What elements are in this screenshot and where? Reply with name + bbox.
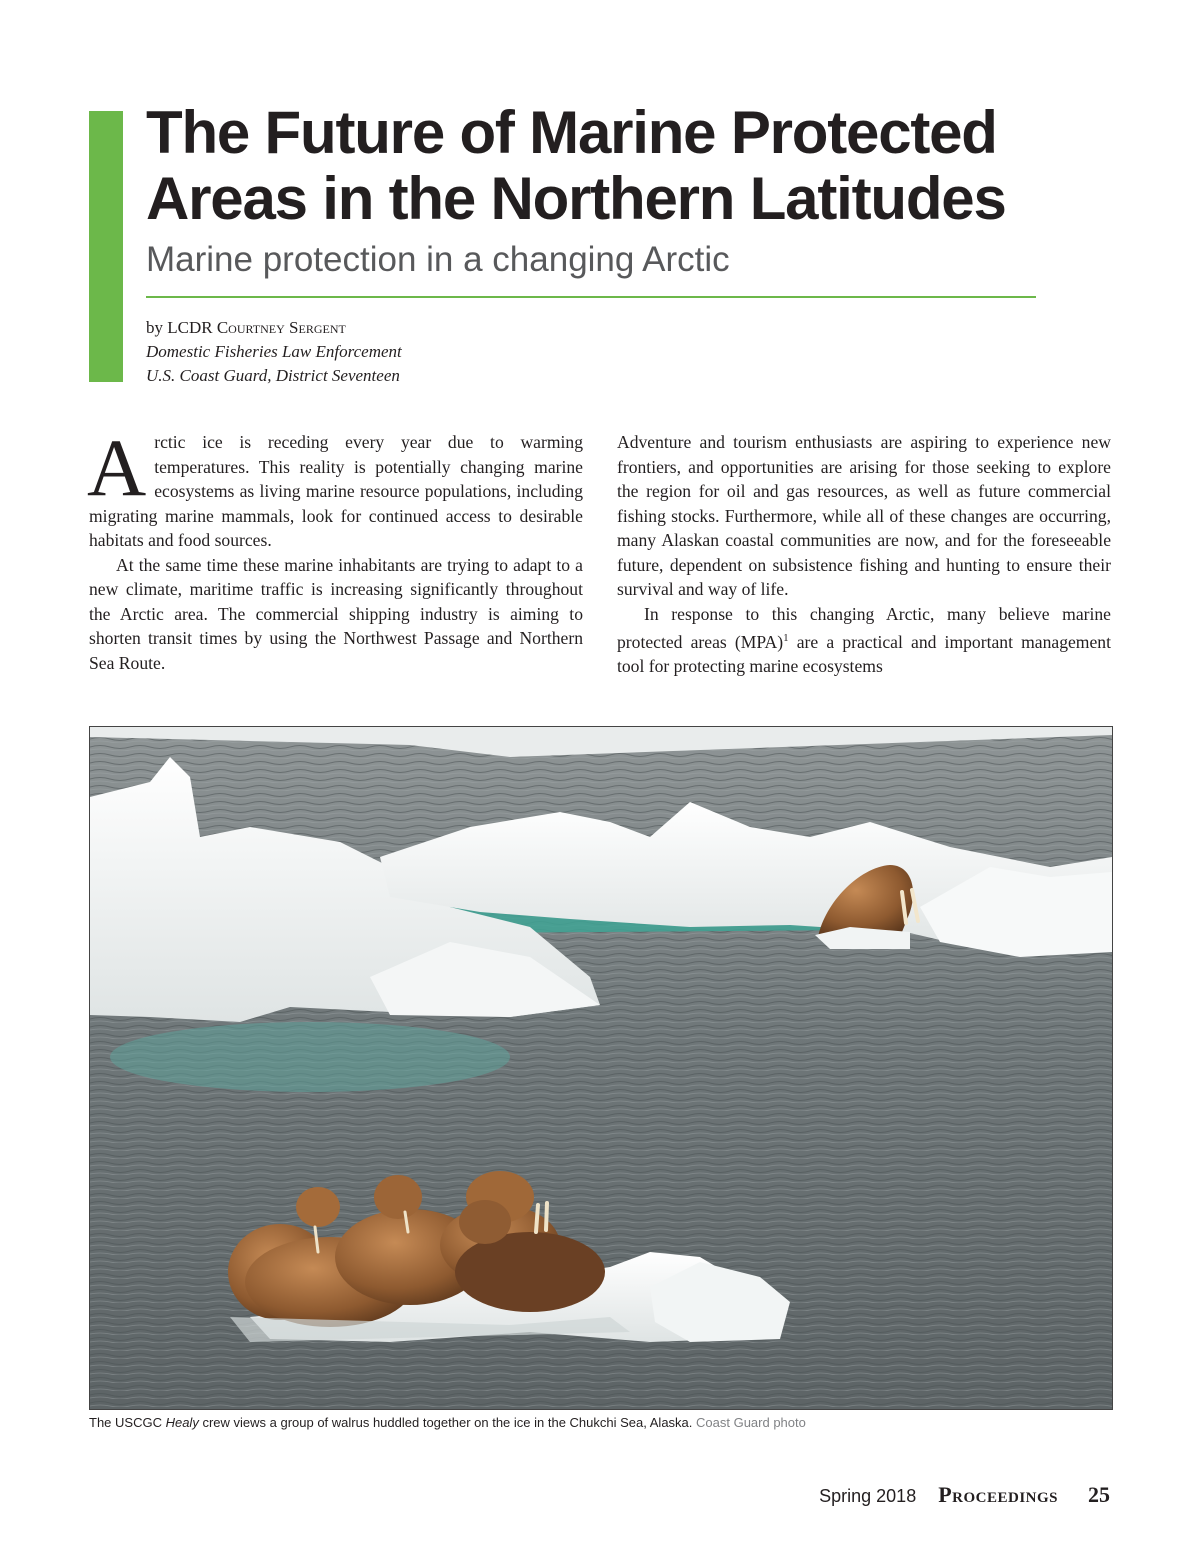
byline xyxy=(146,316,402,388)
title-rule xyxy=(146,296,1036,298)
paragraph-4-text-cont: are a practical and important management tool for protecting marine ecosystems xyxy=(617,631,1111,677)
caption-text-1: The USCGC xyxy=(89,1415,166,1430)
title-line-2: Areas in the Northern Latitudes xyxy=(146,165,1006,232)
issue-season: Spring 2018 xyxy=(819,1486,917,1506)
paragraph-1-text: rctic ice is receding every year due to warming temperatures. This reality is potentially changing marine ecosystems as living marine resource populations, including migrating marine mammals, look for continued access to desirable habitats and food sources. xyxy=(89,432,583,550)
caption-text-2: crew views a group of walrus huddled together on the ice in the Chukchi Sea, Alaska. xyxy=(198,1415,697,1430)
article-title xyxy=(146,100,1146,232)
photo-credit: Coast Guard photo xyxy=(696,1415,806,1430)
paragraph-2: At the same time these marine inhabitants are trying to adapt to a new climate, maritime traffic is increasing significantly throughout the Arctic area. The commercial shipping industry is aiming to shorten transit times by using the Northwest Passage and Northern Sea Route. xyxy=(89,554,583,673)
author-prefix: by LCDR xyxy=(146,318,217,337)
page-footer xyxy=(819,1482,1110,1508)
paragraph-1 xyxy=(87,422,583,553)
footnote-ref: 1 xyxy=(783,632,789,644)
article-column-left xyxy=(87,422,583,675)
title-accent-bar xyxy=(89,111,123,382)
walrus-photo xyxy=(89,726,1113,1410)
paragraph-4-text: In response to this changing Arctic, many believe marine protected areas (MPA) xyxy=(617,603,1111,652)
publication-name: Proceedings xyxy=(938,1482,1058,1507)
photo-caption xyxy=(89,1415,806,1430)
author-line xyxy=(146,316,402,340)
title-line-1: The Future of Marine Protected xyxy=(146,99,997,166)
author-role-2: U.S. Coast Guard, District Seventeen xyxy=(146,366,400,385)
page-number: 25 xyxy=(1088,1482,1110,1507)
article-subtitle: Marine protection in a changing Arctic xyxy=(146,240,730,279)
paragraph-3: Adventure and tourism enthusiasts are aspiring to experience new frontiers, and opportunities are arising for those seeking to explore the region for oil and gas resources, as well as future commercial fishing stocks. Furthermore, while all of these changes are occurring, many Alaskan coastal communities are now, and for the foreseeable future, dependent on subsistence fishing and hunting to ensure their survival and way of life. xyxy=(617,432,1111,599)
caption-ship-name: Healy xyxy=(165,1415,199,1430)
author-role-1: Domestic Fisheries Law Enforcement xyxy=(146,342,402,361)
drop-cap: A xyxy=(87,422,147,513)
author-name: Courtney Sergent xyxy=(216,318,346,337)
article-column-right xyxy=(617,430,1111,679)
paragraph-4 xyxy=(617,602,1111,679)
